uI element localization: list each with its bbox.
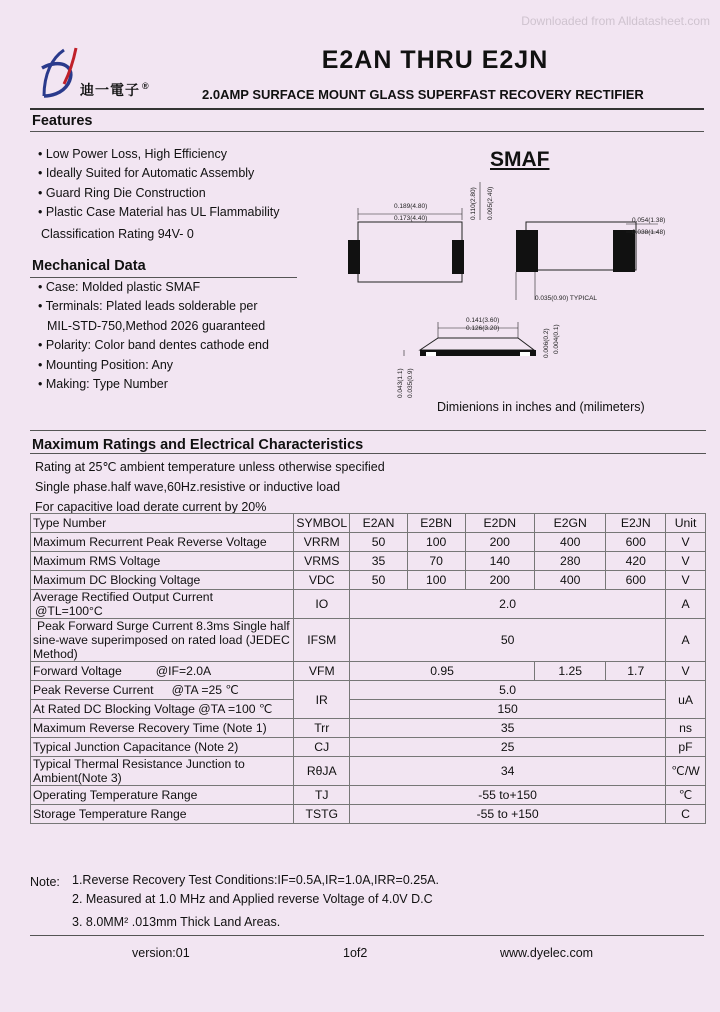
value-cell: 200 bbox=[465, 571, 534, 590]
value-cell: 200 bbox=[465, 533, 534, 552]
notes-label: Note: bbox=[30, 875, 60, 889]
document-subtitle: 2.0AMP SURFACE MOUNT GLASS SUPERFAST RECOVERY RECTIFIER bbox=[202, 87, 644, 102]
value-cell: 70 bbox=[407, 552, 465, 571]
unit-cell: ns bbox=[666, 719, 706, 738]
symbol-cell: IO bbox=[294, 590, 350, 619]
symbol-cell: IR bbox=[294, 681, 350, 719]
unit-cell: A bbox=[666, 590, 706, 619]
unit-cell: V bbox=[666, 571, 706, 590]
table-row bbox=[31, 552, 706, 571]
footer-page: 1of2 bbox=[343, 946, 368, 960]
symbol-cell: VDC bbox=[294, 571, 350, 590]
dim-side-w2: 0.038(1.48) bbox=[632, 229, 666, 236]
header-cell: Type Number bbox=[31, 514, 294, 533]
unit-cell: uA bbox=[666, 681, 706, 719]
param-cell: Typical Thermal Resistance Junction to Ambient(Note 3) bbox=[31, 757, 294, 786]
param-cell: Typical Junction Capacitance (Note 2) bbox=[31, 738, 294, 757]
table-row bbox=[31, 533, 706, 552]
table-row bbox=[31, 738, 706, 757]
footer-website[interactable]: www.dyelec.com bbox=[500, 946, 594, 960]
table-row bbox=[31, 805, 706, 824]
dim-bot-w1: 0.141(3.60) bbox=[466, 317, 500, 324]
symbol-cell: RθJA bbox=[294, 757, 350, 786]
features-list bbox=[38, 145, 280, 244]
value-cell: -55 to +150 bbox=[350, 805, 666, 824]
unit-cell: ℃/W bbox=[666, 757, 706, 786]
feature-item: • Guard Ring Die Construction bbox=[38, 185, 206, 200]
value-cell: 25 bbox=[350, 738, 666, 757]
param-cell: Operating Temperature Range bbox=[31, 786, 294, 805]
feature-item: • Low Power Loss, High Efficiency bbox=[38, 147, 227, 161]
mech-item: • Mounting Position: Any bbox=[38, 357, 174, 372]
table-row bbox=[31, 590, 706, 619]
value-cell: 1.25 bbox=[534, 662, 605, 681]
header-cell: E2GN bbox=[534, 514, 605, 533]
table-row bbox=[31, 662, 706, 681]
dim-top-w2: 0.173(4.40) bbox=[394, 215, 428, 222]
dim-side-w1: 0.054(1.38) bbox=[632, 217, 666, 224]
symbol-cell: VRMS bbox=[294, 552, 350, 571]
value-cell: 600 bbox=[606, 571, 666, 590]
header-cell: E2JN bbox=[606, 514, 666, 533]
value-cell: 420 bbox=[606, 552, 666, 571]
param-cell: Peak Reverse Current @TA =25 ℃ bbox=[31, 681, 294, 700]
rating-note: Rating at 25℃ ambient temperature unless otherwise specified bbox=[35, 460, 385, 474]
ratings-rule bbox=[30, 453, 706, 454]
footer-version: version:01 bbox=[132, 946, 190, 960]
value-cell: 35 bbox=[350, 552, 408, 571]
header-cell: SYMBOL bbox=[294, 514, 350, 533]
value-cell: 50 bbox=[350, 571, 408, 590]
value-cell: 100 bbox=[407, 533, 465, 552]
value-cell: 280 bbox=[534, 552, 605, 571]
header-rule bbox=[30, 108, 704, 110]
document-title: E2AN THRU E2JN bbox=[321, 46, 549, 74]
symbol-cell: CJ bbox=[294, 738, 350, 757]
value-cell: 2.0 bbox=[350, 590, 666, 619]
features-rule bbox=[30, 131, 704, 132]
dim-bot-w2: 0.126(3.20) bbox=[466, 325, 500, 332]
value-cell: 150 bbox=[350, 700, 666, 719]
param-cell: Maximum Reverse Recovery Time (Note 1) bbox=[31, 719, 294, 738]
feature-continuation: Classification Rating 94V- 0 bbox=[41, 226, 194, 241]
param-cell: Average Rectified Output Current @TL=100°C bbox=[31, 590, 294, 619]
dim-top-h1: 0.110(2.80) bbox=[470, 187, 477, 220]
unit-cell: pF bbox=[666, 738, 706, 757]
dimensions-caption: Dimienions in inches and (milimeters) bbox=[437, 400, 645, 414]
unit-cell: V bbox=[666, 533, 706, 552]
param-cell: Peak Forward Surge Current 8.3ms Single half sine-wave superimposed on rated load (JEDEC Method) bbox=[31, 619, 294, 662]
value-cell: 50 bbox=[350, 619, 666, 662]
value-cell: 140 bbox=[465, 552, 534, 571]
unit-cell: C bbox=[666, 805, 706, 824]
characteristics-table bbox=[30, 513, 706, 824]
value-cell: 0.95 bbox=[350, 662, 535, 681]
dim-top-w1: 0.189(4.80) bbox=[394, 203, 428, 210]
header-cell: E2AN bbox=[350, 514, 408, 533]
table-row bbox=[31, 619, 706, 662]
watermark: Downloaded from Alldatasheet.com bbox=[521, 14, 710, 28]
note-3: 3. 8.0MM² .013mm Thick Land Areas. bbox=[72, 915, 281, 929]
dim-typical: 0.035(0.90) TYPICAL bbox=[535, 295, 598, 302]
feature-item: • Ideally Suited for Automatic Assembly bbox=[38, 166, 255, 181]
mech-item: • Polarity: Color band dentes cathode end bbox=[38, 338, 269, 353]
symbol-cell: TJ bbox=[294, 786, 350, 805]
value-cell: 400 bbox=[534, 571, 605, 590]
table-row bbox=[31, 757, 706, 786]
table-row bbox=[31, 719, 706, 738]
note-1: 1.Reverse Recovery Test Conditions:IF=0.5A,IR=1.0A,IRR=0.25A. bbox=[72, 873, 439, 887]
unit-cell: V bbox=[666, 662, 706, 681]
mechanical-heading: Mechanical Data bbox=[32, 258, 146, 274]
features-heading: Features bbox=[32, 113, 93, 129]
dim-bot-h1: 0.006(0.2) bbox=[543, 328, 550, 358]
dim-bot-t1: 0.043(1.1) bbox=[397, 368, 404, 398]
unit-cell: ℃ bbox=[666, 786, 706, 805]
table-header-row bbox=[31, 514, 706, 533]
table-row bbox=[31, 571, 706, 590]
value-cell: 100 bbox=[407, 571, 465, 590]
note-2: 2. Measured at 1.0 MHz and Applied reverse Voltage of 4.0V D.C bbox=[72, 892, 433, 906]
company-name: 迪一電子 ® bbox=[80, 81, 150, 98]
ratings-rule-top bbox=[30, 430, 706, 431]
mechanical-list bbox=[38, 278, 269, 394]
footer-rule bbox=[30, 935, 704, 936]
unit-cell: V bbox=[666, 552, 706, 571]
symbol-cell: Trr bbox=[294, 719, 350, 738]
mech-item: • Terminals: Plated leads solderable per bbox=[38, 299, 258, 314]
header-cell: E2DN bbox=[465, 514, 534, 533]
param-cell: Storage Temperature Range bbox=[31, 805, 294, 824]
table-row bbox=[31, 681, 706, 700]
dim-bot-t2: 0.035(0.9) bbox=[407, 368, 414, 398]
value-cell: 400 bbox=[534, 533, 605, 552]
mech-item: MIL-STD-750,Method 2026 guaranteed bbox=[47, 318, 266, 333]
header-cell: Unit bbox=[666, 514, 706, 533]
ratings-notes bbox=[35, 457, 385, 517]
dim-top-h2: 0.095(2.40) bbox=[487, 186, 494, 220]
value-cell: 50 bbox=[350, 533, 408, 552]
feature-item: • Plastic Case Material has UL Flammability bbox=[38, 205, 280, 220]
param-cell: Maximum DC Blocking Voltage bbox=[31, 571, 294, 590]
symbol-cell: VFM bbox=[294, 662, 350, 681]
param-cell: Forward Voltage @IF=2.0A bbox=[31, 662, 294, 681]
value-cell: 35 bbox=[350, 719, 666, 738]
header-cell: E2BN bbox=[407, 514, 465, 533]
value-cell: 1.7 bbox=[606, 662, 666, 681]
param-cell: At Rated DC Blocking Voltage @TA =100 ℃ bbox=[31, 700, 294, 719]
param-cell: Maximum RMS Voltage bbox=[31, 552, 294, 571]
rating-note: Single phase.half wave,60Hz.resistive or inductive load bbox=[35, 480, 341, 494]
value-cell: -55 to+150 bbox=[350, 786, 666, 805]
value-cell: 5.0 bbox=[350, 681, 666, 700]
symbol-cell: TSTG bbox=[294, 805, 350, 824]
param-cell: Maximum Recurrent Peak Reverse Voltage bbox=[31, 533, 294, 552]
symbol-cell: IFSM bbox=[294, 619, 350, 662]
table-row bbox=[31, 700, 706, 719]
package-drawing bbox=[330, 172, 670, 400]
rating-note: For capacitive load derate current by 20% bbox=[35, 500, 267, 514]
ratings-heading: Maximum Ratings and Electrical Characteristics bbox=[32, 437, 364, 453]
mech-item: • Making: Type Number bbox=[38, 377, 168, 392]
value-cell: 34 bbox=[350, 757, 666, 786]
dim-bot-h2: 0.004(0.1) bbox=[553, 324, 560, 354]
table-row bbox=[31, 786, 706, 805]
unit-cell: A bbox=[666, 619, 706, 662]
value-cell: 600 bbox=[606, 533, 666, 552]
mech-item: • Case: Molded plastic SMAF bbox=[38, 280, 201, 294]
package-name: SMAF bbox=[490, 148, 550, 171]
symbol-cell: VRRM bbox=[294, 533, 350, 552]
